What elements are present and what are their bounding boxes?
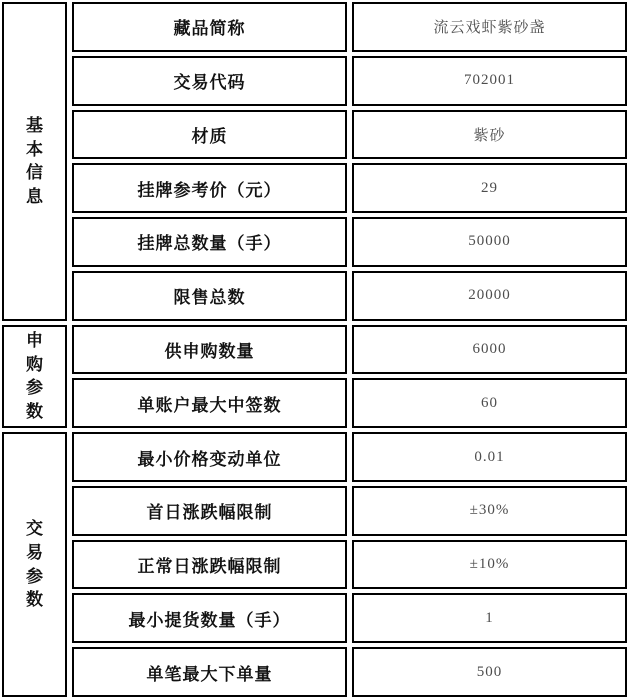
field-label-collection-short-name: 藏品简称 <box>72 2 347 52</box>
field-value-subscription-quantity: 6000 <box>352 325 627 375</box>
field-value-restricted-total: 20000 <box>352 271 627 321</box>
field-label-material: 材质 <box>72 110 347 160</box>
section-trading-params <box>2 432 67 697</box>
section-basic-info <box>2 2 67 321</box>
field-label-listing-total-quantity: 挂牌总数量（手） <box>72 217 347 267</box>
field-label-listing-reference-price: 挂牌参考价（元） <box>72 163 347 213</box>
field-value-collection-short-name: 流云戏虾紫砂盏 <box>352 2 627 52</box>
section-subscription-params-label: 申购参数 <box>25 330 43 422</box>
field-label-normal-day-limit: 正常日涨跌幅限制 <box>72 540 347 590</box>
section-basic-info-label: 基本信息 <box>25 115 43 207</box>
field-value-material: 紫砂 <box>352 110 627 160</box>
field-label-first-day-limit: 首日涨跌幅限制 <box>72 486 347 536</box>
product-info-table <box>2 2 627 697</box>
field-value-trading-code: 702001 <box>352 56 627 106</box>
field-value-normal-day-limit: ±10% <box>352 540 627 590</box>
field-label-max-order-size: 单笔最大下单量 <box>72 647 347 697</box>
field-value-max-allotment-per-account: 60 <box>352 378 627 428</box>
section-trading-params-label: 交易参数 <box>25 518 43 610</box>
field-value-min-price-tick: 0.01 <box>352 432 627 482</box>
field-label-min-delivery-quantity: 最小提货数量（手） <box>72 593 347 643</box>
field-label-restricted-total: 限售总数 <box>72 271 347 321</box>
field-value-listing-reference-price: 29 <box>352 163 627 213</box>
field-value-min-delivery-quantity: 1 <box>352 593 627 643</box>
field-label-subscription-quantity: 供申购数量 <box>72 325 347 375</box>
section-subscription-params <box>2 325 67 429</box>
field-label-max-allotment-per-account: 单账户最大中签数 <box>72 378 347 428</box>
field-label-min-price-tick: 最小价格变动单位 <box>72 432 347 482</box>
field-value-max-order-size: 500 <box>352 647 627 697</box>
field-value-listing-total-quantity: 50000 <box>352 217 627 267</box>
field-value-first-day-limit: ±30% <box>352 486 627 536</box>
field-label-trading-code: 交易代码 <box>72 56 347 106</box>
